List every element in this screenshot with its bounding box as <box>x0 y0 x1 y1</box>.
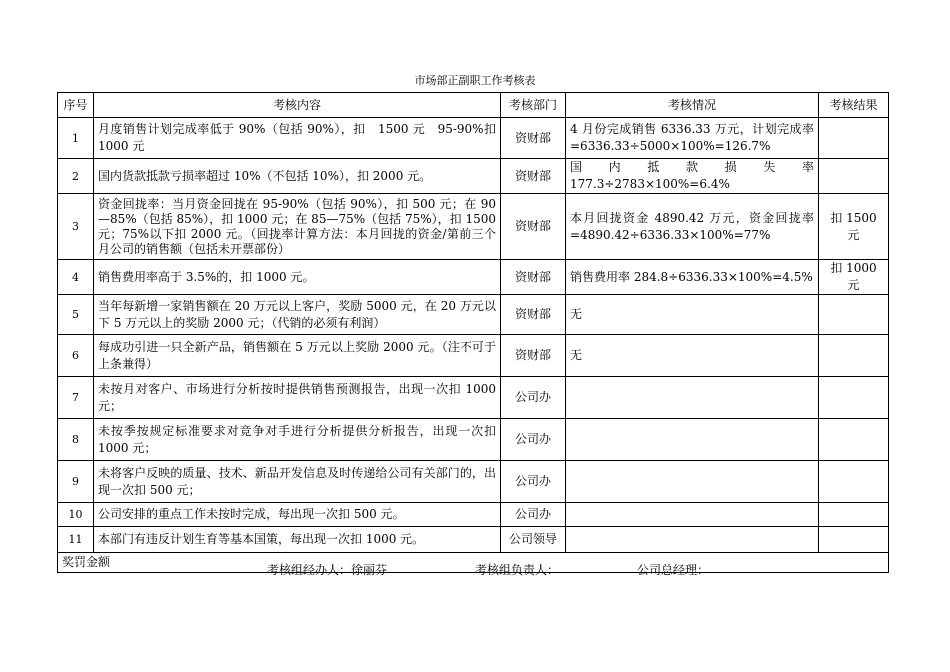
row-status <box>566 527 819 553</box>
table-row <box>58 295 889 335</box>
table-row <box>58 118 889 159</box>
table-row <box>58 503 889 527</box>
row-dept: 资财部 <box>501 159 566 194</box>
row-result <box>819 159 889 194</box>
row-dept: 资财部 <box>501 118 566 159</box>
table-row <box>58 419 889 461</box>
row-status <box>566 503 819 527</box>
row-content: 国内货款抵款亏损率超过 10%（不包括 10%），扣 2000 元。 <box>94 159 501 194</box>
row-dept: 公司办 <box>501 419 566 461</box>
row-content: 未将客户反映的质量、技术、新品开发信息及时传递给公司有关部门的，出现一次扣 500 元； <box>94 461 501 503</box>
table-title: 市场部正副职工作考核表 <box>414 74 536 87</box>
row-no: 5 <box>58 295 94 335</box>
row-content: 未按月对客户、市场进行分析按时提供销售预测报告，出现一次扣 1000 元； <box>94 377 501 419</box>
row-dept: 公司办 <box>501 377 566 419</box>
row-no: 10 <box>58 503 94 527</box>
header-dept: 考核部门 <box>501 93 566 118</box>
row-content: 月度销售计划完成率低于 90%（包括 90%），扣 1500 元 95-90%扣 1000 元 <box>94 118 501 159</box>
row-result <box>819 461 889 503</box>
row-status <box>566 419 819 461</box>
row-status: 无 <box>566 335 819 377</box>
row-no: 3 <box>58 194 94 260</box>
table-row <box>58 461 889 503</box>
table-row <box>58 527 889 553</box>
row-no: 9 <box>58 461 94 503</box>
row-dept: 资财部 <box>501 295 566 335</box>
row-no: 11 <box>58 527 94 553</box>
header-row <box>58 93 889 118</box>
row-status <box>566 461 819 503</box>
row-no: 8 <box>58 419 94 461</box>
row-status: 本月回拢资金 4890.42 万元，资金回拢率=4890.42÷6336.33×100%=77% <box>566 194 819 260</box>
row-result <box>819 335 889 377</box>
summary-label: 奖罚金额 <box>62 555 111 569</box>
row-content: 每成功引进一只全新产品，销售额在 5 万元以上奖励 2000 元。（注不可于上条兼得） <box>94 335 501 377</box>
row-no: 2 <box>58 159 94 194</box>
row-status: 4 月份完成销售 6336.33 万元，计划完成率=6336.33÷5000×100%=126.7% <box>566 118 819 159</box>
row-content: 本部门有违反计划生育等基本国策，每出现一次扣 1000 元。 <box>94 527 501 553</box>
row-no: 1 <box>58 118 94 159</box>
row-no: 6 <box>58 335 94 377</box>
row-content: 资金回拢率：当月资金回拢在 95-90%（包括 90%），扣 500 元；在 90—85%（包括 85%），扣 1000 元；在 85—75%（包括 75%），扣 1500 元；75%以下扣 2000 元。（回拢率计算方法：本月回拢的资金/第前三个月公司的销售额（包括未开票部份） <box>94 194 501 260</box>
table-row <box>58 335 889 377</box>
row-result <box>819 419 889 461</box>
row-no: 4 <box>58 260 94 295</box>
row-content: 当年每新增一家销售额在 20 万元以上客户，奖励 5000 元，在 20 万元以下 5 万元以上的奖励 2000 元；（代销的必须有利润） <box>94 295 501 335</box>
row-dept: 公司领导 <box>501 527 566 553</box>
row-result <box>819 503 889 527</box>
row-dept: 公司办 <box>501 461 566 503</box>
row-dept: 资财部 <box>501 194 566 260</box>
row-dept: 资财部 <box>501 260 566 295</box>
leader-signature: 考核组负责人： <box>475 563 560 577</box>
row-status <box>566 377 819 419</box>
assessment-table <box>57 92 889 573</box>
row-result <box>819 295 889 335</box>
gm-signature: 公司总经理： <box>637 563 710 577</box>
table-row <box>58 260 889 295</box>
row-result <box>819 118 889 159</box>
row-status: 销售费用率 284.8÷6336.33×100%=4.5% <box>566 260 819 295</box>
row-status: 国内抵款损失率 177.3÷2783×100%=6.4% <box>566 159 819 194</box>
row-content: 销售费用率高于 3.5%的，扣 1000 元。 <box>94 260 501 295</box>
row-content: 未按季按规定标准要求对竞争对手进行分析提供分析报告，出现一次扣 1000 元； <box>94 419 501 461</box>
row-result: 扣 1000 元 <box>819 260 889 295</box>
row-result: 扣 1500 元 <box>819 194 889 260</box>
row-content: 公司安排的重点工作未按时完成，每出现一次扣 500 元。 <box>94 503 501 527</box>
table-row <box>58 377 889 419</box>
header-no: 序号 <box>58 93 94 118</box>
header-content: 考核内容 <box>94 93 501 118</box>
header-status: 考核情况 <box>566 93 819 118</box>
signature-line <box>0 562 950 578</box>
row-result <box>819 377 889 419</box>
row-no: 7 <box>58 377 94 419</box>
handler-signature: 考核组经办人：徐丽芬 <box>267 563 388 577</box>
header-result: 考核结果 <box>819 93 889 118</box>
table-row <box>58 194 889 260</box>
table-row <box>58 159 889 194</box>
row-result <box>819 527 889 553</box>
row-dept: 公司办 <box>501 503 566 527</box>
row-dept: 资财部 <box>501 335 566 377</box>
row-status: 无 <box>566 295 819 335</box>
